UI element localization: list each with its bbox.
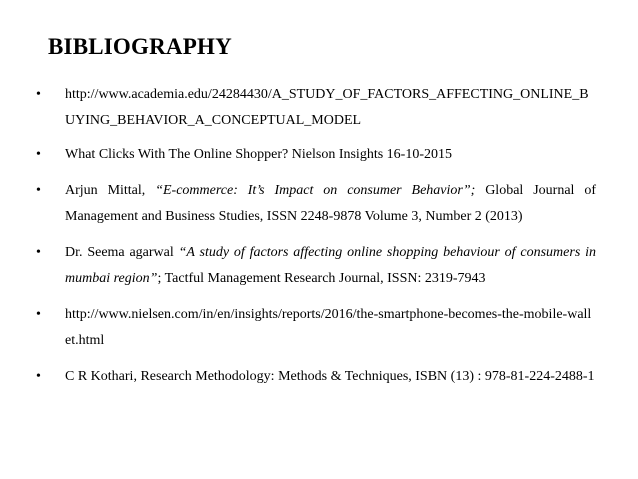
reference-author: Arjun Mittal,	[65, 183, 156, 198]
reference-text: What Clicks With The Online Shopper? Nielson Insights 16-10-2015	[65, 147, 452, 162]
reference-item	[36, 82, 596, 134]
reference-author: Dr. Seema agarwal	[65, 245, 179, 260]
reference-list	[36, 82, 596, 390]
reference-item	[36, 240, 596, 292]
reference-url: http://www.nielsen.com/in/en/insights/reports/2016/the-smartphone-becomes-the-mobile-wallet.html	[65, 307, 592, 348]
page-title: BIBLIOGRAPHY	[48, 34, 232, 59]
bullet-icon: •	[36, 87, 41, 102]
bullet-icon: •	[36, 147, 41, 162]
bullet-icon: •	[36, 245, 41, 260]
reference-item	[36, 364, 596, 390]
reference-source: Global Journal of Management and Business Studies, ISSN 2248-9878 Volume 3, Number 2 (2013)	[65, 183, 596, 224]
reference-item	[36, 142, 596, 168]
reference-url: http://www.academia.edu/24284430/A_STUDY_OF_FACTORS_AFFECTING_ONLINE_BUYING_BEHAVIOR_A_CONCEPTUAL_MODEL	[65, 87, 589, 128]
reference-title: “E-commerce: It’s Impact on consumer Behavior”;	[155, 183, 476, 198]
reference-item	[36, 178, 596, 230]
reference-text: C R Kothari, Research Methodology: Methods & Techniques, ISBN (13) : 978-81-224-2488-1	[65, 369, 595, 384]
bullet-icon: •	[36, 183, 41, 198]
reference-source: ; Tactful Management Research Journal, ISSN: 2319-7943	[157, 271, 486, 286]
reference-title: “A study of factors affecting online shopping behaviour of consumers in mumbai region”	[65, 245, 596, 286]
bullet-icon: •	[36, 307, 41, 322]
bullet-icon: •	[36, 369, 41, 384]
reference-item	[36, 302, 596, 354]
